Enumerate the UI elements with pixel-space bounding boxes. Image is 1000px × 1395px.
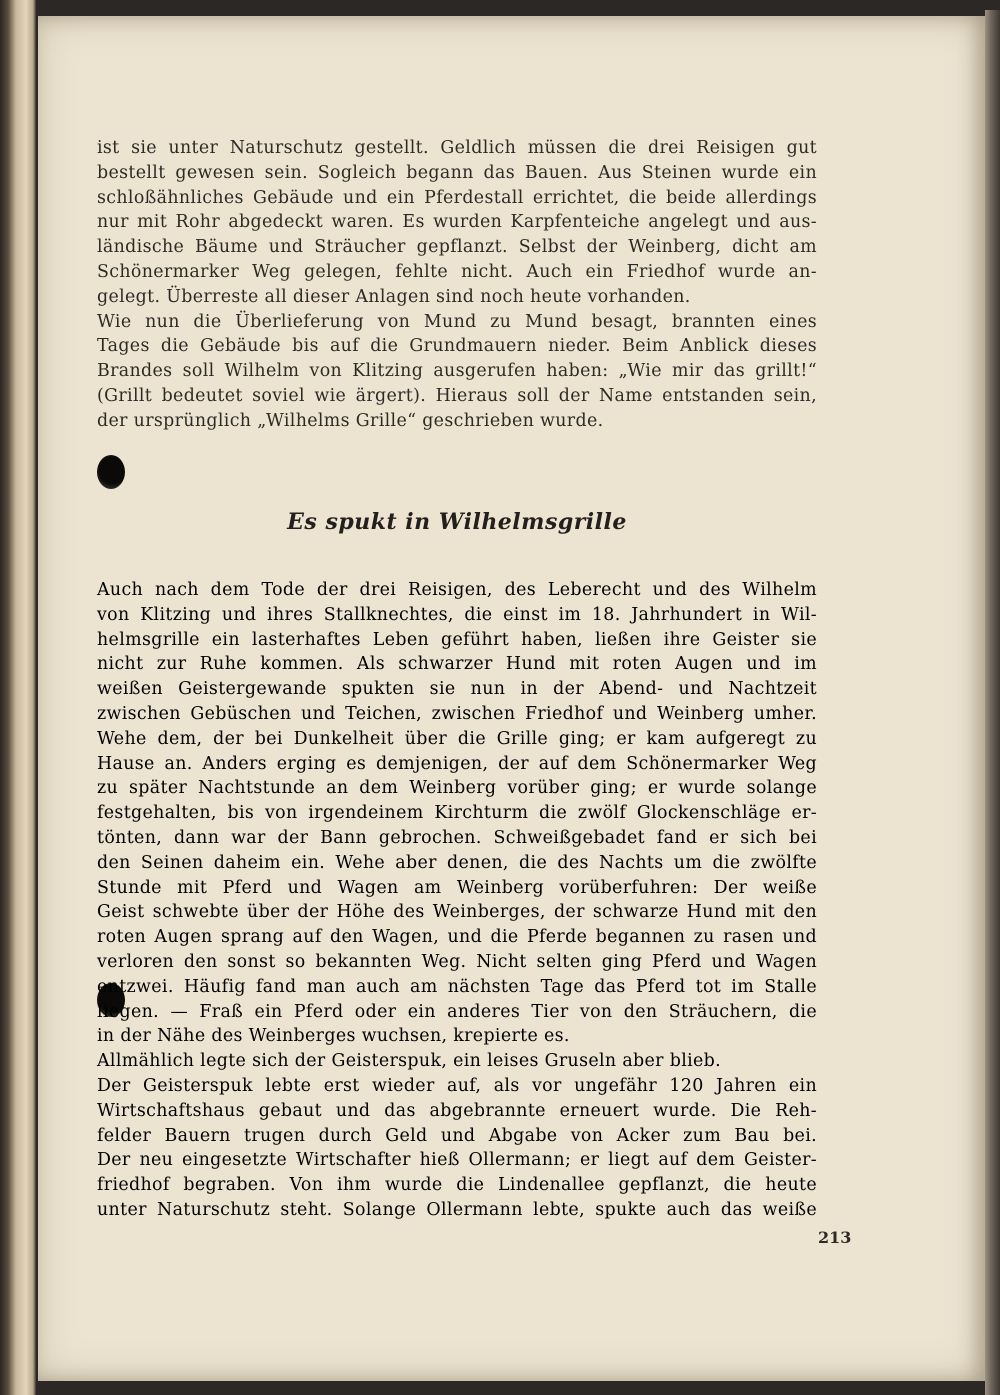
punch-hole xyxy=(97,455,125,489)
text-line: festgehalten, bis von irgendeinem Kirchturm die zwölf Glockenschläge er- xyxy=(97,803,817,824)
text-line: der ursprünglich „Wilhelms Grille“ geschrieben wurde. xyxy=(97,410,604,431)
paragraph-1 xyxy=(97,136,817,434)
text-line: Wirtschaftshaus gebaut und das abgebrannte erneuert wurde. Die Reh- xyxy=(97,1100,817,1121)
text-line: Der neu eingesetzte Wirtschafter hieß Ollermann; er liegt auf dem Geister- xyxy=(97,1150,817,1171)
text-line: (Grillt bedeutet soviel wie ärgert). Hieraus soll der Name entstanden sein, xyxy=(97,385,817,406)
text-line: schloßähnliches Gebäude und ein Pferdestall errichtet, die beide allerdings xyxy=(97,187,817,208)
page-number: 213 xyxy=(818,1228,852,1247)
text-line: felder Bauern trugen durch Geld und Abgabe von Acker zum Bau bei. xyxy=(97,1125,817,1146)
text-line: Tages die Gebäude bis auf die Grundmauern nieder. Beim Anblick dieses xyxy=(97,336,817,357)
text-line: weißen Geistergewande spukten sie nun in der Abend- und Nachtzeit xyxy=(97,679,817,700)
text-line: verloren den sonst so bekannten Weg. Nicht selten ging Pferd und Wagen xyxy=(97,951,817,972)
text-line: nicht zur Ruhe kommen. Als schwarzer Hund mit roten Augen und im xyxy=(97,654,817,675)
text-line: bestellt gewesen sein. Sogleich begann das Bauen. Aus Steinen wurde ein xyxy=(97,162,817,183)
text-line: Auch nach dem Tode der drei Reisigen, des Leberecht und des Wilhelm xyxy=(97,580,817,600)
text-line: entzwei. Häufig fand man auch am nächsten Tage das Pferd tot im Stalle xyxy=(97,976,817,997)
text-line: unter Naturschutz steht. Solange Ollermann lebte, spukte auch das weiße xyxy=(97,1199,817,1220)
book-spine xyxy=(0,0,36,1395)
text-line: zwischen Gebüschen und Teichen, zwischen Friedhof und Weinberg umher. xyxy=(97,703,817,724)
paragraph-2 xyxy=(97,578,817,1223)
text-line: Stunde mit Pferd und Wagen am Weinberg vorüberfuhren: Der weiße xyxy=(97,877,817,898)
text-line: zu später Nachtstunde an dem Weinberg vorüber ging; er wurde solange xyxy=(97,778,817,799)
text-line: Brandes soll Wilhelm von Klitzing ausgerufen haben: „Wie mir das grillt!“ xyxy=(97,361,817,382)
text-line: nur mit Rohr abgedeckt waren. Es wurden Karpfenteiche angelegt und aus- xyxy=(97,212,817,233)
text-line: Wehe dem, der bei Dunkelheit über die Grille ging; er kam aufgeregt zu xyxy=(97,728,817,749)
text-line: roten Augen sprang auf den Wagen, und die Pferde begannen zu rasen und xyxy=(97,927,817,948)
text-line: Der Geisterspuk lebte erst wieder auf, als vor ungefähr 120 Jahren ein xyxy=(97,1075,817,1096)
text-line: Allmählich legte sich der Geisterspuk, ein leises Gruseln aber blieb. xyxy=(97,1051,722,1072)
text-line: tönten, dann war der Bann gebrochen. Schweißgebadet fand er sich bei xyxy=(97,827,817,848)
text-line: Hause an. Anders erging es demjenigen, der auf dem Schönermarker Weg xyxy=(97,753,817,774)
text-line: liegen. — Fraß ein Pferd oder ein anderes Tier von den Sträuchern, die xyxy=(97,1001,817,1022)
text-line: helmsgrille ein lasterhaftes Leben geführt haben, ließen ihre Geister sie xyxy=(97,629,817,650)
section-heading: Es spukt in Wilhelmsgrille xyxy=(287,509,627,535)
text-line: gelegt. Überreste all dieser Anlagen sind noch heute vorhanden. xyxy=(97,286,691,307)
text-line: von Klitzing und ihres Stallknechtes, die einst im 18. Jahrhundert in Wil- xyxy=(97,604,817,625)
text-line: Geist schwebte über der Höhe des Weinberges, der schwarze Hund mit den xyxy=(97,902,817,923)
text-line: ländische Bäume und Sträucher gepflanzt. Selbst der Weinberg, dicht am xyxy=(97,237,817,258)
page-edge xyxy=(985,10,1000,1395)
text-line: Schönermarker Weg gelegen, fehlte nicht. Auch ein Friedhof wurde an- xyxy=(97,261,817,282)
text-line: ist sie unter Naturschutz gestellt. Geldlich müssen die drei Reisigen gut xyxy=(97,138,817,158)
text-line: Wie nun die Überlieferung von Mund zu Mund besagt, brannten eines xyxy=(97,311,817,332)
text-line: in der Nähe des Weinberges wuchsen, krepierte es. xyxy=(97,1026,570,1047)
text-line: den Seinen daheim ein. Wehe aber denen, die des Nachts um die zwölfte xyxy=(97,852,817,873)
text-line: friedhof begraben. Von ihm wurde die Lindenallee gepflanzt, die heute xyxy=(97,1175,817,1196)
